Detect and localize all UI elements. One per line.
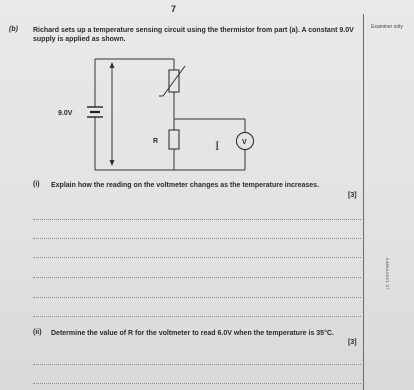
part-b-label: (b) (9, 26, 18, 33)
question-ii-marks: [3] (348, 339, 357, 346)
answer-line (33, 364, 361, 365)
voltmeter-label: V (242, 139, 247, 146)
question-i-marks: [3] (348, 192, 357, 199)
question-i-label: (i) (33, 181, 40, 188)
resistor-label: R (153, 138, 159, 145)
answer-line (33, 383, 361, 384)
double-arrow (110, 62, 115, 166)
answer-line (33, 238, 361, 239)
part-b-intro: Richard sets up a temperature sensing circuit using the thermistor from part (a). A constant 9.0V supply is applied as shown. (33, 27, 354, 43)
answer-line (33, 316, 361, 317)
answer-line (33, 219, 361, 220)
resistor-symbol (169, 130, 179, 149)
thermometer-mark: I (215, 138, 220, 153)
circuit-diagram (40, 52, 280, 172)
question-i-text: Explain how the reading on the voltmeter changes as the temperature increases. (51, 182, 320, 189)
page-number: 7 (171, 4, 177, 14)
answer-line (33, 277, 361, 278)
examiner-only-label: Examiner only (371, 24, 403, 30)
answer-line (33, 257, 361, 258)
cell-symbol (87, 107, 103, 117)
question-ii-label: (ii) (33, 329, 42, 336)
answer-line (33, 297, 361, 298)
question-ii-text: Determine the value of R for the voltmeter to read 6.0V when the temperature is 35°C. (51, 330, 334, 337)
supply-label: 9.0V (58, 110, 73, 117)
thermistor-symbol (159, 66, 185, 96)
barcode-code: 0489A0091 37 (385, 258, 390, 291)
examiner-margin-line (363, 14, 364, 390)
